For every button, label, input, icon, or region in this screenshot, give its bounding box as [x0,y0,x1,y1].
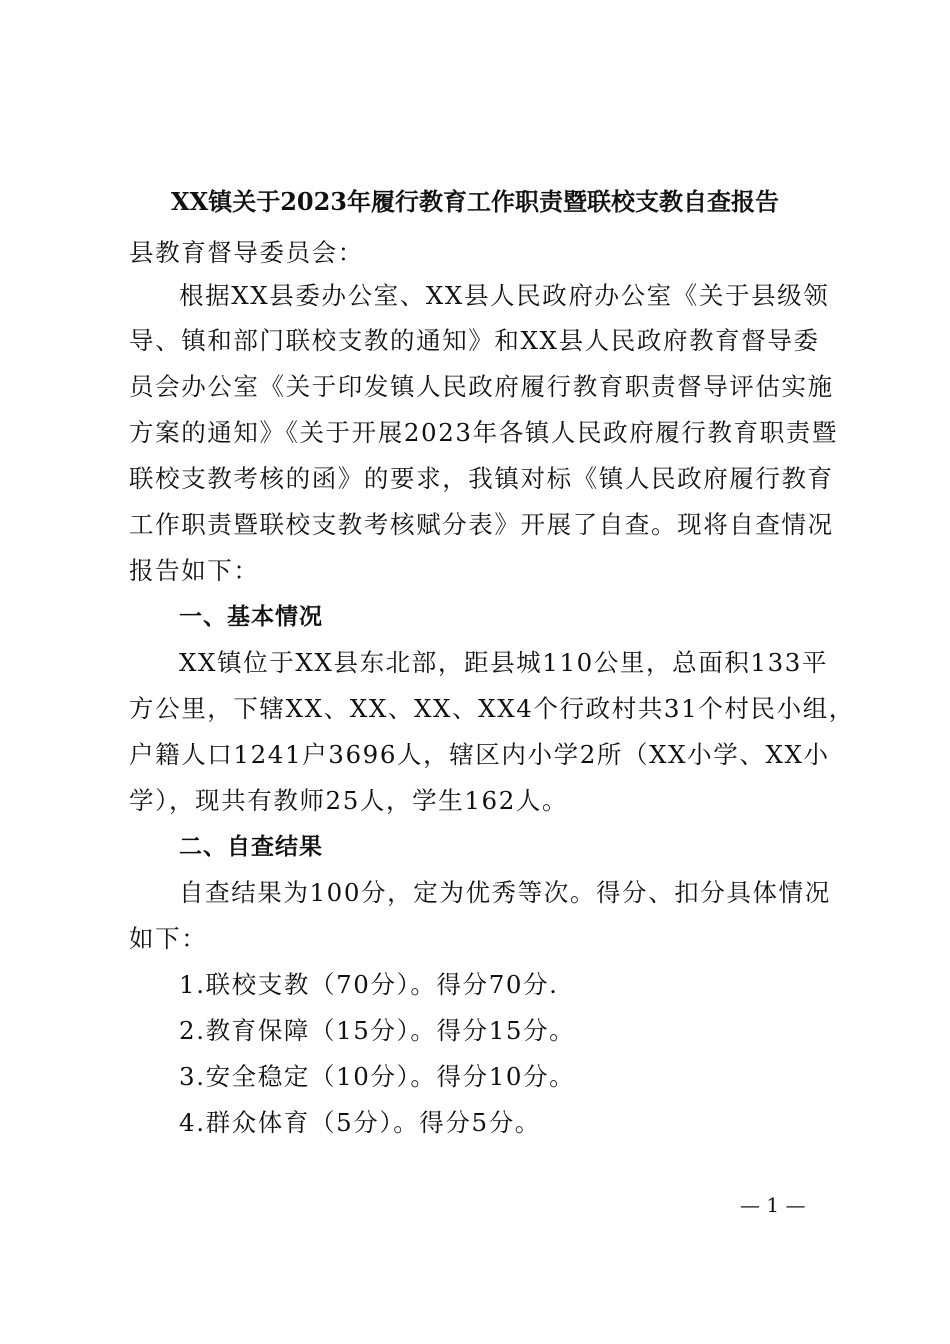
intro-line: 员会办公室《关于印发镇人民政府履行教育职责督导评估实施 [129,372,834,401]
section2-line: 如下： [129,924,208,953]
result-item: 4.群众体育（5分）。得分5分。 [179,1108,541,1137]
section-heading-results: 二、自查结果 [179,834,323,860]
section-heading-basic: 一、基本情况 [179,604,323,630]
section1-line: 学），现共有教师25人，学生162人。 [129,786,569,815]
intro-line: 方案的通知》《关于开展2023年各镇人民政府履行教育职责暨 [129,418,838,447]
section2-line: 自查结果为100分，定为优秀等次。得分、扣分具体情况 [179,878,831,907]
intro-line: 根据XX县委办公室、XX县人民政府办公室《关于县级领 [179,281,830,310]
section1-line: 户籍人口1241户3696人，辖区内小学2所（XX小学、XX小 [129,740,830,769]
section1-line: XX镇位于XX县东北部，距县城110公里，总面积133平 [179,648,829,677]
intro-line: 导、镇和部门联校支教的通知》和XX县人民政府教育督导委 [129,326,820,355]
result-item: 1.联校支教（70分）。得分70分. [179,970,559,999]
result-item: 2.教育保障（15分）。得分15分。 [179,1016,576,1045]
intro-line: 报告如下： [129,556,260,585]
page-number: — 1 — [740,1193,806,1217]
result-item: 3.安全稳定（10分）。得分10分。 [179,1062,576,1091]
salutation: 县教育督导委员会： [129,238,364,267]
intro-line: 工作职责暨联校支教考核赋分表》开展了自查。现将自查情况 [129,510,834,539]
intro-line: 联校支教考核的函》的要求，我镇对标《镇人民政府履行教育 [129,464,834,493]
section1-line: 方公里，下辖XX、XX、XX、XX4个行政村共31个村民小组， [129,694,855,723]
document-title: XX镇关于2023年履行教育工作职责暨联校支教自查报告 [170,187,780,216]
